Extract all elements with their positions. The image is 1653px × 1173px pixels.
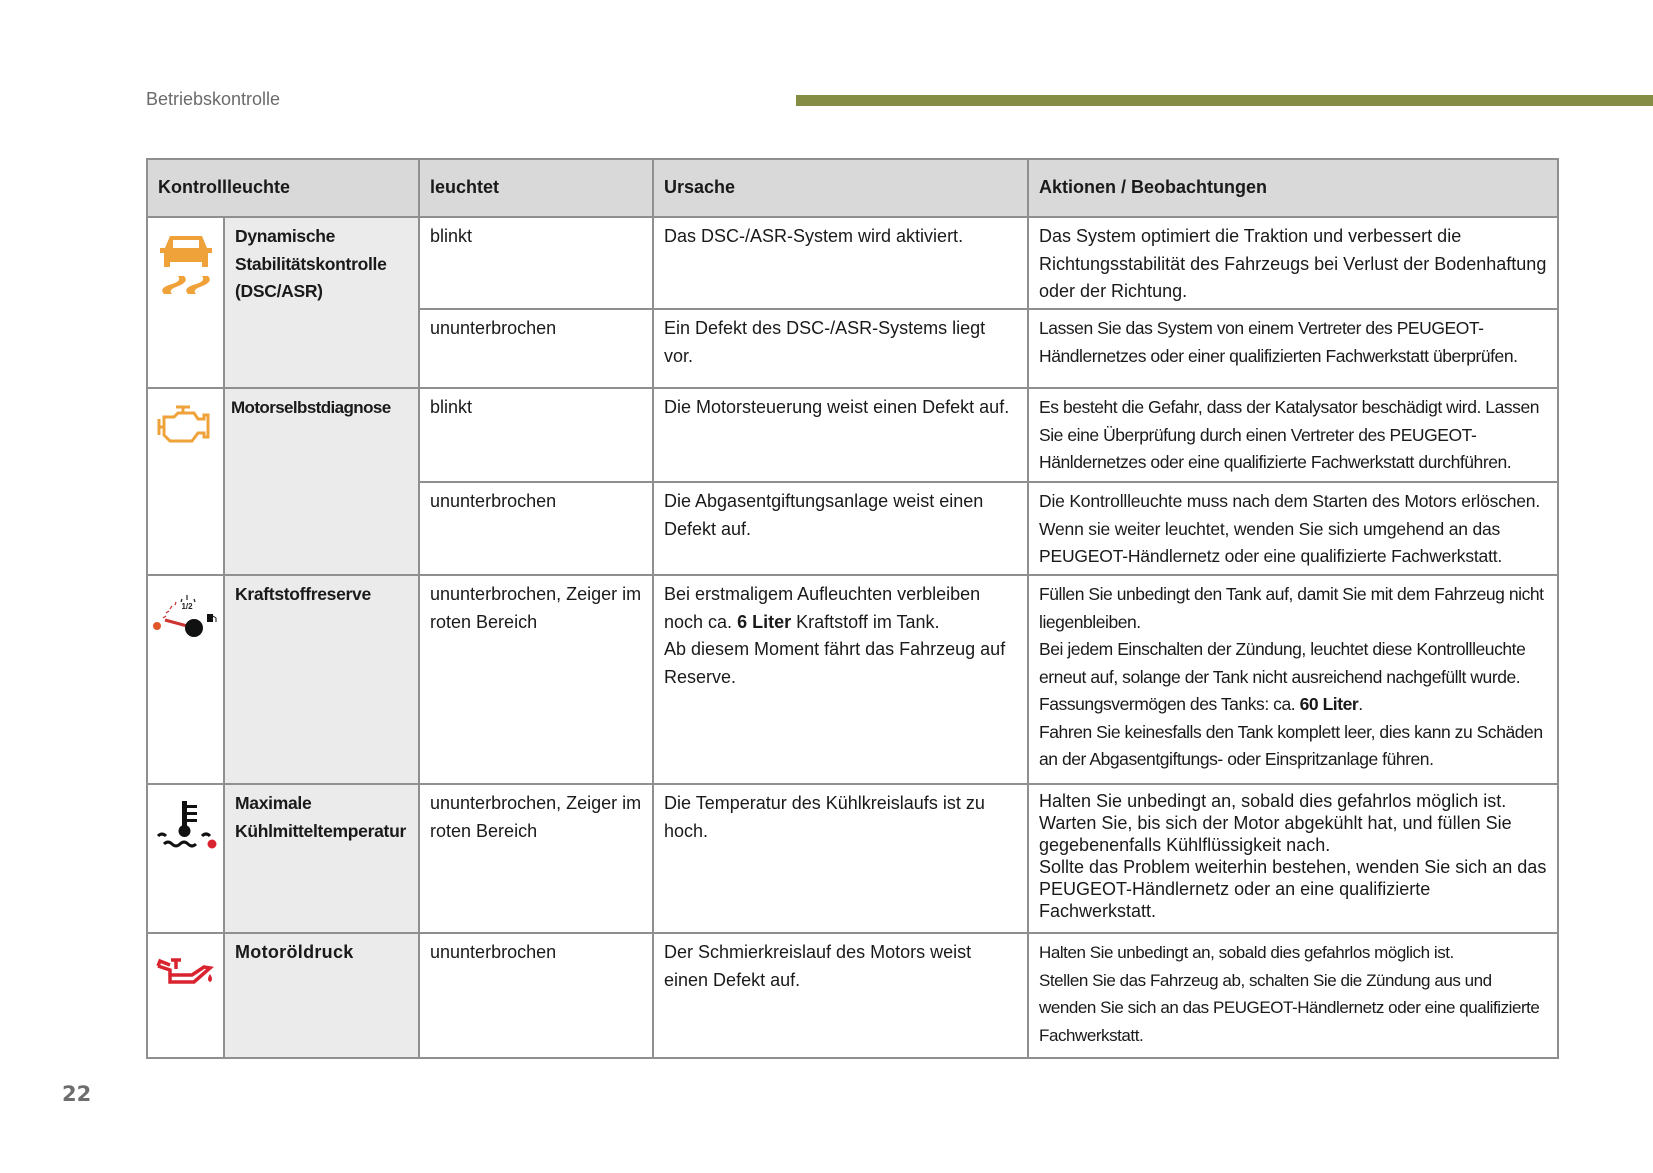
icon-cell [147, 784, 224, 933]
icon-cell [147, 388, 224, 575]
ursache-cell: Die Motorsteuerung weist einen Defekt auf. [653, 388, 1028, 482]
icon-cell [147, 933, 224, 1058]
ursache-text: Kraftstoff im Tank. [796, 611, 940, 632]
warning-light-name: Dynamische Stabilitätskontrolle (DSC/ASR) [224, 217, 419, 388]
leuchtet-cell: ununterbrochen [419, 933, 653, 1058]
warning-light-name: Maximale Kühlmitteltemperatur [224, 784, 419, 933]
aktionen-cell: Das System optimiert die Traktion und verbessert die Richtungsstabilität des Fahrzeugs bei Verlust der Bodenhaftung oder der Richtung. [1028, 217, 1558, 309]
page-number: 22 [62, 1082, 92, 1106]
aktionen-text: Fahren Sie keinesfalls den Tank komplett leer, dies kann zu Schäden an der Abgasentgiftungs- oder Einspritzanlage führen. [1039, 721, 1543, 769]
warning-light-name: Motoröldruck [224, 933, 419, 1058]
fuel-gauge-icon [151, 590, 221, 644]
traction-control-icon [156, 232, 216, 296]
ursache-cell: Das DSC-/ASR-System wird aktiviert. [653, 217, 1028, 309]
ursache-cell: Die Temperatur des Kühlkreislaufs ist zu hoch. [653, 784, 1028, 933]
ursache-cell: Der Schmierkreislauf des Motors weist einen Defekt auf. [653, 933, 1028, 1058]
aktionen-text: Sollte das Problem weiterhin bestehen, wenden Sie sich an das PEUGEOT-Händlernetz oder an eine qualifizierte Fachwerkstatt. [1039, 857, 1547, 921]
ursache-text: Ab diesem Moment fährt das Fahrzeug auf Reserve. [664, 639, 1006, 687]
aktionen-text: Füllen Sie unbedingt den Tank auf, damit Sie mit dem Fahrzeug nicht liegenbleiben. [1039, 584, 1544, 632]
icon-cell [147, 575, 224, 784]
aktionen-text: Bei jedem Einschalten der Zündung, leuchtet diese Kontrollleuchte erneut auf, solange der Tank nicht ausreichend nachgefüllt wurde. [1039, 639, 1526, 687]
aktionen-cell [1028, 933, 1558, 1058]
table-row [147, 784, 1558, 933]
icon-cell [147, 217, 224, 388]
aktionen-cell [1028, 575, 1558, 784]
aktionen-text: Stellen Sie das Fahrzeug ab, schalten Sie die Zündung aus und wenden Sie sich an das PEUGEOT-Händlernetz oder eine qualifizierte Fachwerkstatt. [1039, 970, 1540, 1045]
aktionen-cell: Lassen Sie das System von einem Vertreter des PEUGEOT-Händlernetzes oder einer qualifizierten Fachwerkstatt überprüfen. [1028, 309, 1558, 388]
aktionen-text [1039, 691, 1547, 719]
column-header-kontrollleuchte: Kontrollleuchte [147, 159, 419, 217]
column-header-leuchtet: leuchtet [419, 159, 653, 217]
header-accent-bar [796, 95, 1653, 106]
table-row [147, 933, 1558, 1058]
section-title: Betriebskontrolle [146, 89, 281, 109]
table-row [147, 388, 1558, 482]
leuchtet-cell: blinkt [419, 217, 653, 309]
warning-light-name: Motorselbstdiagnose [224, 388, 419, 575]
aktionen-text-part: Fassungsvermögen des Tanks: ca. [1039, 694, 1296, 714]
coolant-temperature-icon [154, 799, 218, 849]
ursache-text: Bei erstmaligem Aufleuchten verbleiben noch ca. [664, 584, 981, 632]
leuchtet-cell: ununterbrochen, Zeiger im roten Bereich [419, 575, 653, 784]
leuchtet-cell: ununterbrochen, Zeiger im roten Bereich [419, 784, 653, 933]
table-row [147, 575, 1558, 784]
aktionen-cell: Es besteht die Gefahr, dass der Katalysator beschädigt wird. Lassen Sie eine Überprüfung durch einen Vertreter des PEUGEOT-Hänldernetzes oder eine qualifizierte Fachwerkstatt durchführen. [1028, 388, 1558, 482]
aktionen-text: Halten Sie unbedingt an, sobald dies gefahrlos möglich ist. [1039, 943, 1454, 962]
aktionen-text: Halten Sie unbedingt an, sobald dies gefahrlos möglich ist. [1039, 791, 1507, 811]
engine-check-icon [156, 403, 216, 447]
aktionen-text-part: . [1358, 694, 1363, 714]
leuchtet-cell: ununterbrochen [419, 309, 653, 388]
fuel-reserve-amount: 6 Liter [737, 611, 792, 632]
tank-capacity: 60 Liter [1299, 694, 1359, 714]
table-header-row [147, 159, 1558, 217]
table-row [147, 217, 1558, 309]
warning-light-name: Kraftstoffreserve [224, 575, 419, 784]
warning-lights-table [146, 158, 1559, 1059]
oil-pressure-icon [154, 956, 218, 990]
column-header-ursache: Ursache [653, 159, 1028, 217]
aktionen-text: Warten Sie, bis sich der Motor abgekühlt hat, und füllen Sie gegebenenfalls Kühlflüssigkeit nach. [1039, 813, 1512, 855]
aktionen-cell: Die Kontrollleuchte muss nach dem Starten des Motors erlöschen. Wenn sie weiter leuchtet, wenden Sie sich umgehend an das PEUGEOT-Händlernetz oder eine qualifizierte Fachwerkstatt. [1028, 482, 1558, 575]
ursache-cell: Die Abgasentgiftungsanlage weist einen Defekt auf. [653, 482, 1028, 575]
ursache-cell: Ein Defekt des DSC-/ASR-Systems liegt vor. [653, 309, 1028, 388]
leuchtet-cell: ununterbrochen [419, 482, 653, 575]
leuchtet-cell: blinkt [419, 388, 653, 482]
gauge-half-label: 1/2 [180, 602, 193, 611]
aktionen-cell [1028, 784, 1558, 933]
column-header-aktionen: Aktionen / Beobachtungen [1028, 159, 1558, 217]
ursache-cell [653, 575, 1028, 784]
